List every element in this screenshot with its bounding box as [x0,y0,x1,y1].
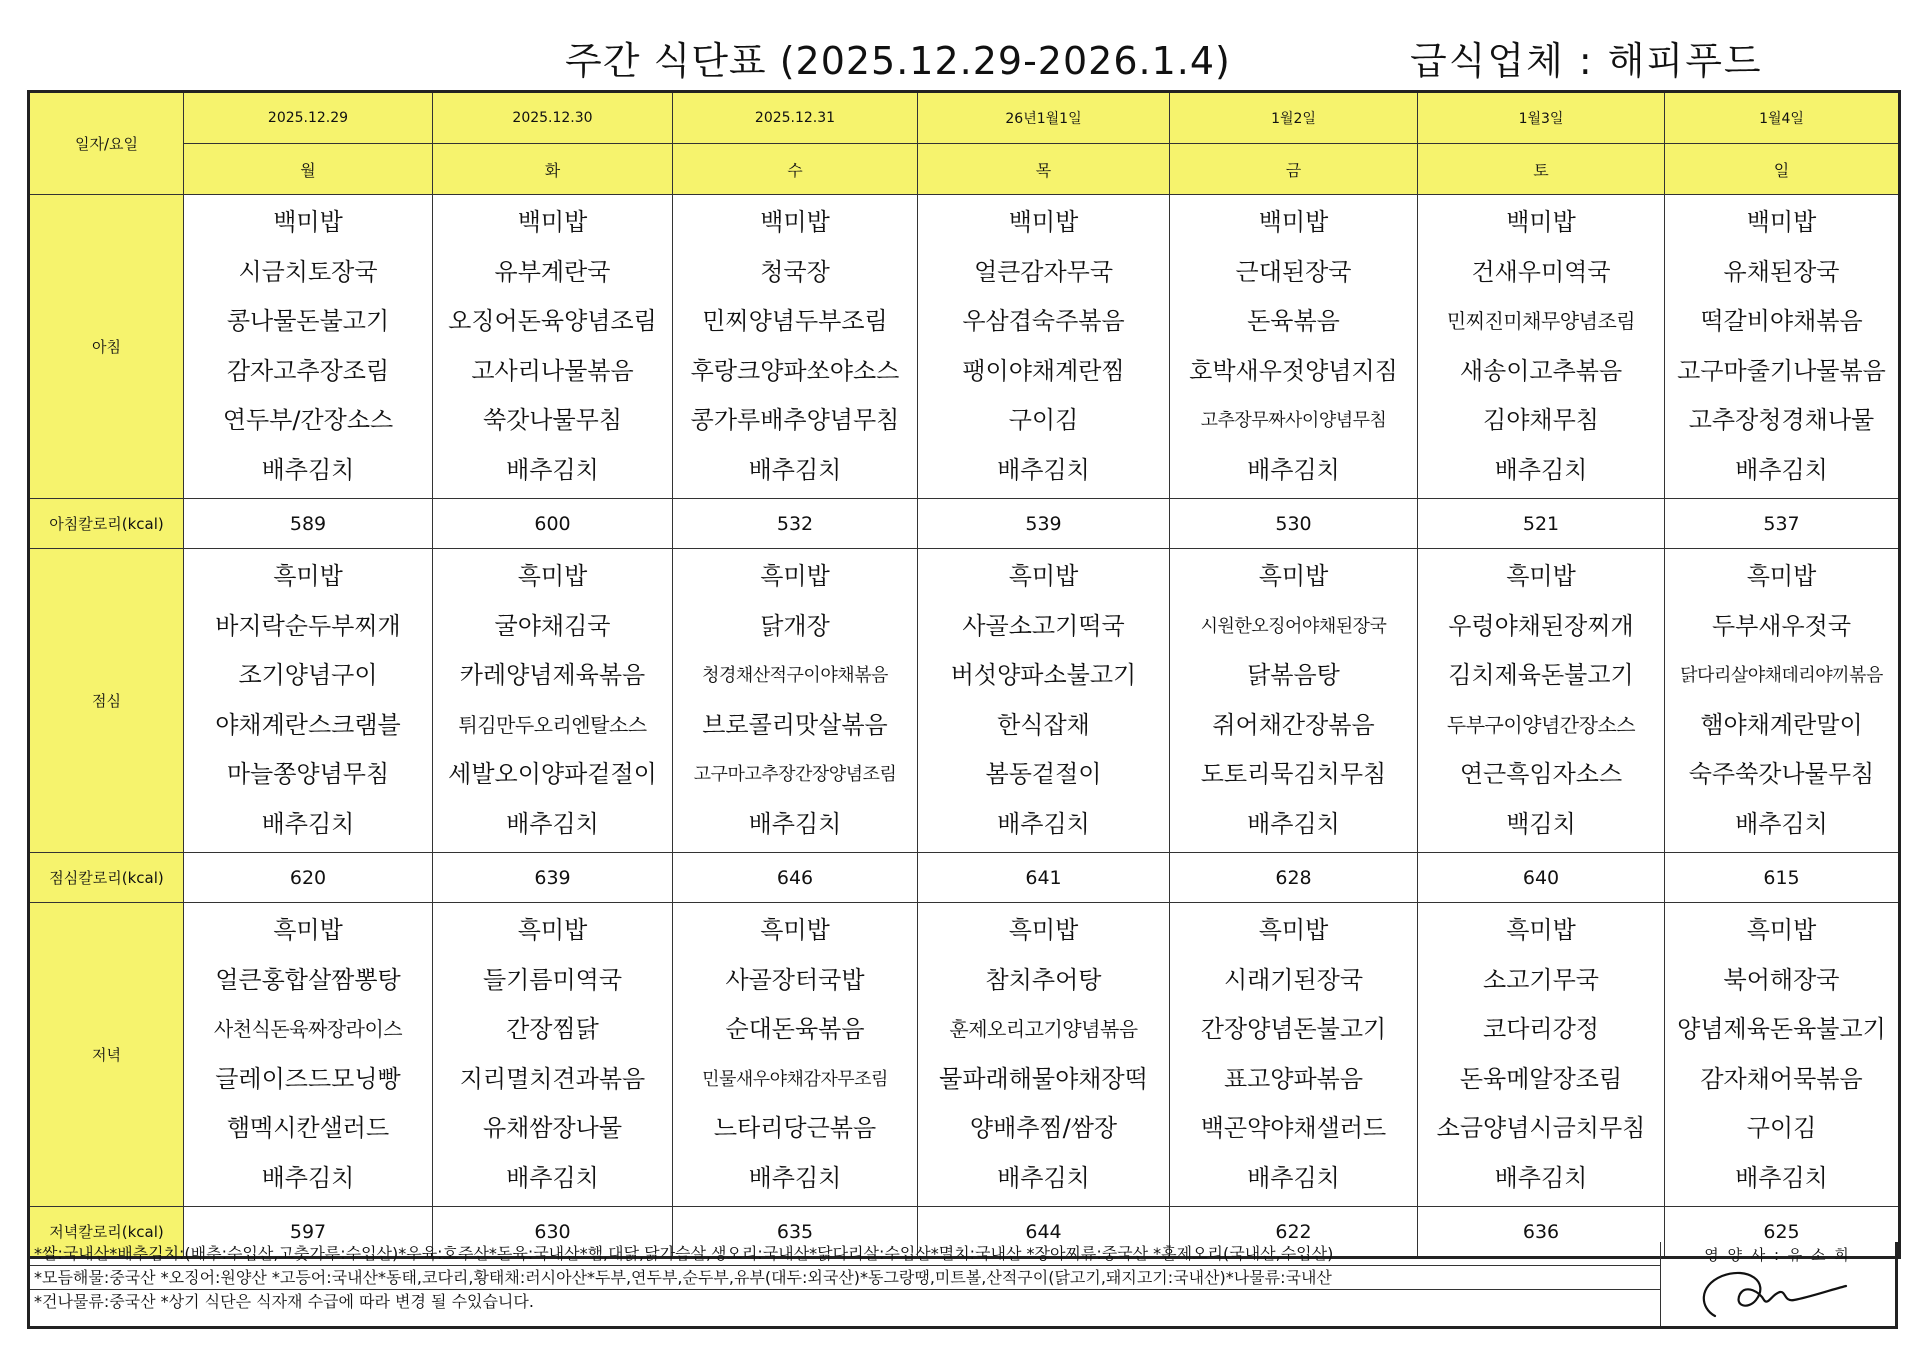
page-title: 주간 식단표 (2025.12.29-2026.1.4) [565,39,1231,83]
menu-item: 닭볶음탕 [1247,661,1340,689]
meal-label: 점심 [29,549,184,853]
kcal-value: 600 [433,499,673,549]
kcal-value: 630 [433,1207,673,1258]
menu-item: 배추김치 [997,1163,1090,1192]
dietitian-box [1660,1242,1895,1326]
kcal-value: 597 [184,1207,433,1258]
menu-item: 흑미밥 [517,562,588,590]
menu-item: 들기름미역국 [482,965,623,994]
menu-item: 흑미밥 [1506,916,1576,944]
menu-item: 흑미밥 [517,916,588,944]
menu-cell [1665,903,1900,1207]
menu-item: 고추장무짜사이양념무침 [1200,410,1387,431]
menu-item: 흑미밥 [760,916,830,944]
menu-item: 카레양념제육볶음 [459,661,646,689]
corner-header: 일자/요일 [29,92,184,195]
menu-item: 배추김치 [506,809,599,838]
menu-item: 닭다리살야채데리야끼볶음 [1680,665,1883,686]
menu-item: 고추장청경채나물 [1688,406,1875,434]
menu-item: 느타리당근볶음 [713,1114,877,1142]
weekly-menu-table [27,90,1901,1259]
menu-cell [1170,195,1418,499]
menu-item: 후랑크양파쏘야소스 [690,356,900,385]
menu-cell [1418,195,1665,499]
menu-item: 흑미밥 [1746,562,1817,590]
origin-notes [30,1242,1661,1326]
menu-item: 배추김치 [261,809,355,838]
menu-item: 배추김치 [997,455,1090,484]
menu-cell [1170,549,1418,853]
menu-item: 우삼겹숙주볶음 [962,307,1125,335]
menu-item: 양배추찜/쌈장 [969,1114,1118,1142]
menu-item: 팽이야채계란찜 [962,356,1125,385]
menu-item: 닭개장 [760,611,830,640]
menu-item: 소금양념시금치무침 [1436,1114,1646,1142]
menu-cell [673,195,918,499]
menu-item: 고사리나물볶음 [471,356,634,385]
menu-item: 버섯양파소불고기 [950,661,1137,689]
menu-item: 백미밥 [273,208,343,236]
menu-item: 굴야채김국 [494,611,611,640]
kcal-label: 저녁칼로리(kcal) [29,1207,184,1258]
date-header: 2025.12.31 [673,92,918,144]
menu-item: 민찌양념두부조림 [702,307,888,335]
kcal-value: 521 [1418,499,1665,549]
weekday-header: 월 [184,144,433,195]
menu-item: 연두부/간장소스 [222,406,394,434]
kcal-value: 620 [184,853,433,903]
menu-item: 브로콜리맛살볶음 [702,710,888,739]
menu-cell [1665,549,1900,853]
kcal-value: 532 [673,499,918,549]
menu-item: 청경채산적구이야채볶음 [702,665,888,686]
menu-item: 마늘쫑양념무침 [226,760,390,788]
menu-item: 훈제오리고기양념볶음 [949,1017,1138,1041]
menu-item: 김치제육돈불고기 [1448,661,1634,689]
kcal-value: 635 [673,1207,918,1258]
menu-item: 배추김치 [1247,809,1340,838]
menu-cell [1665,195,1900,499]
menu-item: 양념제육돈육불고기 [1677,1015,1886,1043]
menu-item: 백곤약야채샐러드 [1200,1114,1387,1142]
menu-item: 소고기무국 [1483,965,1599,994]
menu-item: 사골소고기떡국 [962,611,1125,640]
kcal-value: 530 [1170,499,1418,549]
menu-item: 배추김치 [1494,455,1588,484]
menu-item: 새송이고추볶음 [1459,356,1623,385]
menu-item: 백미밥 [1746,208,1817,236]
kcal-value: 646 [673,853,918,903]
menu-cell [184,903,433,1207]
menu-item: 유채쌈장나물 [482,1114,623,1142]
menu-cell [1170,903,1418,1207]
menu-item: 바지락순두부찌개 [215,611,401,640]
menu-item: 유부계란국 [494,257,611,286]
weekday-header: 토 [1418,144,1665,195]
menu-item: 떡갈비야채볶음 [1700,307,1863,335]
menu-item: 유채된장국 [1723,257,1840,286]
menu-item: 순대돈육볶음 [725,1015,865,1043]
kcal-label: 아침칼로리(kcal) [29,499,184,549]
menu-item: 근대된장국 [1235,257,1352,286]
menu-item: 야채계란스크램블 [215,710,401,739]
menu-item: 사천식돈육짜장라이스 [213,1017,403,1041]
menu-item: 참치추어탕 [985,965,1102,994]
menu-item: 구이김 [1008,406,1079,434]
menu-item: 배추김치 [1735,1163,1828,1192]
menu-item: 고구마고추장간장양념조림 [693,764,897,785]
menu-item: 얼큰감자무국 [973,257,1114,286]
menu-item: 흑미밥 [760,562,830,590]
menu-item: 흑미밥 [1258,562,1329,590]
menu-item: 돈육메알장조림 [1459,1064,1623,1093]
meal-label: 저녁 [29,903,184,1207]
menu-item: 우렁야채된장찌개 [1448,611,1634,640]
menu-item: 민물새우야채감자무조림 [702,1068,888,1090]
kcal-value: 640 [1418,853,1665,903]
menu-item: 백미밥 [1506,208,1576,236]
menu-cell [918,549,1170,853]
menu-item: 배추김치 [1735,455,1828,484]
date-header: 2025.12.30 [433,92,673,144]
menu-cell [433,195,673,499]
menu-item: 물파래해물야채장떡 [939,1064,1148,1093]
kcal-value: 539 [918,499,1170,549]
menu-item: 콩가루배추양념무침 [690,406,900,434]
menu-item: 배추김치 [261,455,355,484]
menu-item: 쑥갓나물무침 [482,406,623,434]
menu-item: 배추김치 [261,1163,355,1192]
weekday-header: 목 [918,144,1170,195]
menu-item: 백미밥 [1258,208,1329,236]
weekday-header: 수 [673,144,918,195]
dietitian-label: 영 양 사 : 유 소 희 [1704,1246,1851,1264]
menu-cell [184,549,433,853]
weekday-header: 화 [433,144,673,195]
menu-item: 백김치 [1506,809,1576,838]
menu-cell [1418,549,1665,853]
kcal-value: 625 [1665,1207,1900,1258]
kcal-value: 628 [1170,853,1418,903]
menu-item: 간장양념돈불고기 [1200,1015,1387,1043]
menu-item: 배추김치 [1247,455,1340,484]
menu-item: 조기양념구이 [238,661,378,689]
menu-item: 김야채무침 [1483,406,1599,434]
menu-cell [433,903,673,1207]
signature-icon [1660,1242,1895,1326]
menu-item: 튀김만두오리엔탈소스 [458,712,647,737]
kcal-value: 641 [918,853,1170,903]
menu-item: 배추김치 [748,1163,842,1192]
menu-item: 건새우미역국 [1471,257,1611,286]
kcal-value: 639 [433,853,673,903]
date-header: 2025.12.29 [184,92,433,144]
menu-cell [184,195,433,499]
menu-item: 시금치토장국 [238,257,378,286]
menu-cell [673,903,918,1207]
menu-item: 지리멸치견과볶음 [459,1064,646,1093]
menu-item: 흑미밥 [1008,916,1079,944]
menu-item: 간장찜닭 [506,1015,599,1043]
menu-item: 배추김치 [1494,1163,1588,1192]
menu-item: 두부구이양념간장소스 [1446,712,1636,737]
kcal-value: 636 [1418,1207,1665,1258]
menu-item: 봄동겉절이 [985,760,1102,788]
menu-item: 고구마줄기나물볶음 [1677,356,1886,385]
menu-item: 배추김치 [506,455,599,484]
kcal-value: 537 [1665,499,1900,549]
menu-item: 청국장 [760,257,830,286]
weekday-header: 일 [1665,144,1900,195]
menu-cell [918,195,1170,499]
menu-item: 한식잡채 [997,710,1090,739]
menu-item: 시원한오징어야채된장국 [1200,615,1387,637]
menu-item: 햄야채계란말이 [1700,710,1863,739]
kcal-label: 점심칼로리(kcal) [29,853,184,903]
menu-item: 도토리묵김치무침 [1200,760,1387,788]
menu-item: 얼큰홍합살짬뽕탕 [215,965,401,994]
weekday-header: 금 [1170,144,1418,195]
kcal-value: 622 [1170,1207,1418,1258]
menu-item: 시래기된장국 [1223,965,1364,994]
menu-item: 배추김치 [1247,1163,1340,1192]
date-header: 1월3일 [1418,92,1665,144]
menu-cell [918,903,1170,1207]
origin-note-line: *건나물류:중국산 *상기 식단은 식자재 수급에 따라 변경 될 수있습니다. [34,1292,534,1311]
menu-item: 흑미밥 [1506,562,1576,590]
menu-item: 배추김치 [997,809,1090,838]
menu-item: 사골장터국밥 [725,965,865,994]
menu-item: 쥐어채간장볶음 [1212,710,1375,739]
menu-item: 감자채어묵볶음 [1700,1064,1863,1093]
menu-item: 백미밥 [517,208,588,236]
menu-item: 북어해장국 [1723,965,1840,994]
date-header: 1월2일 [1170,92,1418,144]
menu-item: 코다리강정 [1483,1015,1599,1043]
menu-item: 돈육볶음 [1247,307,1340,335]
date-header: 26년1월1일 [918,92,1170,144]
menu-item: 콩나물돈불고기 [226,307,390,335]
menu-item: 흑미밥 [1258,916,1329,944]
menu-item: 두부새우젓국 [1711,611,1852,640]
menu-item: 숙주쑥갓나물무침 [1688,760,1875,788]
menu-item: 흑미밥 [1008,562,1079,590]
menu-cell [673,549,918,853]
menu-item: 감자고추장조림 [226,356,390,385]
menu-item: 세발오이양파겉절이 [448,760,657,788]
meal-label: 아침 [29,195,184,499]
menu-item: 백미밥 [1008,208,1079,236]
menu-item: 흑미밥 [1746,916,1817,944]
menu-item: 배추김치 [506,1163,599,1192]
date-header: 1월4일 [1665,92,1900,144]
origin-note-line: *쌀:국내산*배추김치:(배추:수입산,고춧가루:수입산)*우육:호주산*돈육:국내산*햄,대닭,닭가슴살,생오리:국내산*닭다리살:수입산*멸치:국내산 *장아찌류:중국산 *훈제오리(국내산,수입산) [30,1242,1660,1266]
menu-item: 연근흑임자소스 [1459,760,1623,788]
menu-item: 민찌진미채무양념조림 [1446,309,1636,333]
menu-cell [1418,903,1665,1207]
menu-item: 호박새우젓양념지짐 [1189,356,1398,385]
menu-item: 구이김 [1746,1114,1817,1142]
menu-item: 표고양파볶음 [1223,1064,1364,1093]
footer [27,1242,1898,1329]
menu-item: 글레이즈드모닝빵 [215,1064,401,1093]
menu-item: 흑미밥 [273,916,343,944]
origin-note-line: *모듬해물:중국산 *오징어:원양산 *고등어:국내산*동태,코다리,황태채:러시아산*두부,연두부,순두부,유부(대두:외국산)*동그랑땡,미트볼,산적구이(닭고기,돼지고기:국내산)*나물류:국내산 [30,1266,1660,1290]
menu-cell [433,549,673,853]
menu-item: 백미밥 [760,208,830,236]
kcal-value: 615 [1665,853,1900,903]
menu-item: 오징어돈육양념조림 [448,307,657,335]
kcal-value: 589 [184,499,433,549]
menu-item: 배추김치 [748,809,842,838]
kcal-value: 644 [918,1207,1170,1258]
menu-item: 햄멕시칸샐러드 [226,1114,390,1142]
menu-item: 흑미밥 [273,562,343,590]
menu-item: 배추김치 [748,455,842,484]
vendor-label: 급식업체 : 해피푸드 [1410,39,1763,83]
menu-item: 배추김치 [1735,809,1828,838]
